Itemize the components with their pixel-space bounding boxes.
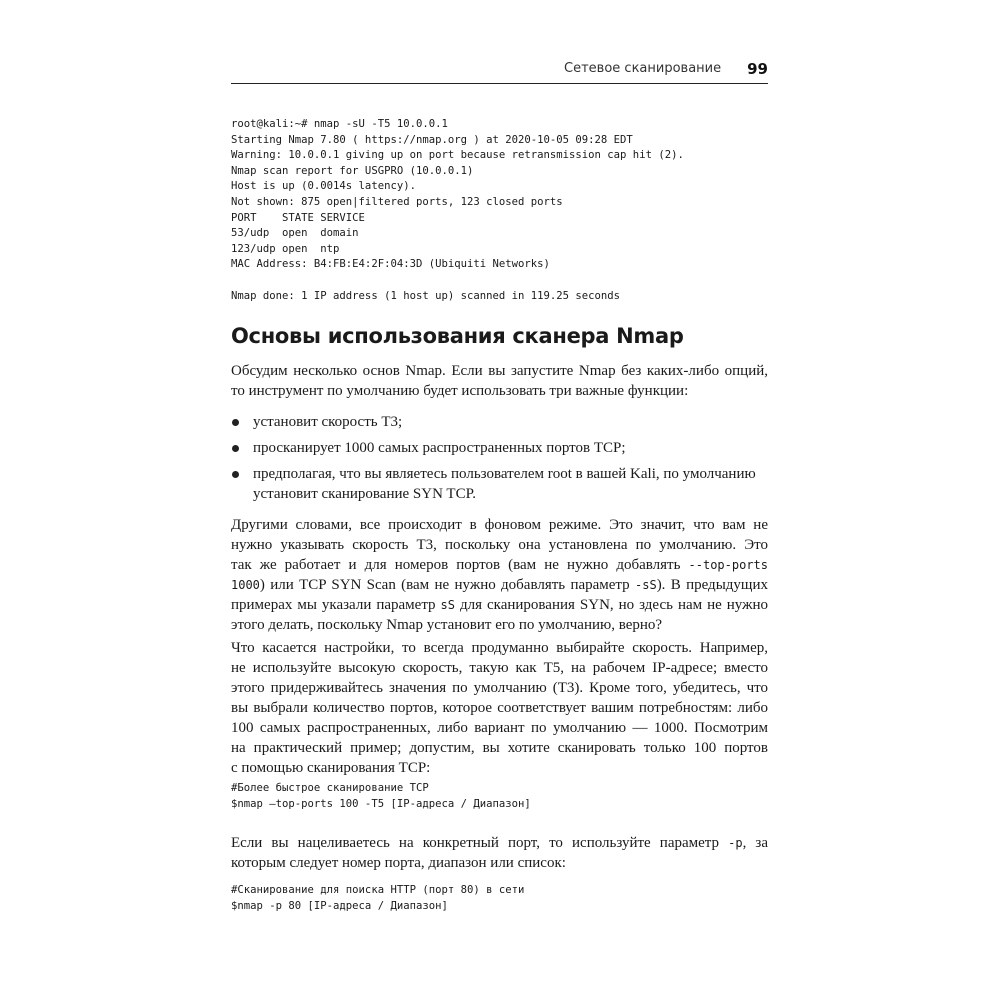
text-line bbox=[231, 555, 768, 575]
intro-paragraph bbox=[231, 361, 768, 401]
text-line bbox=[231, 833, 768, 853]
bullet-icon bbox=[232, 471, 239, 478]
inline-code: -p bbox=[728, 836, 743, 850]
text-line: Что касается настройки, то всегда продуманно выбирайте скорость. Например, bbox=[231, 640, 768, 656]
code-line: $nmap -p 80 [IP-адреса / Диапазон] bbox=[231, 899, 448, 912]
port-paragraph bbox=[231, 833, 768, 873]
text-line: вы выбрали количество портов, которое соответствует вашим потребностям: либо bbox=[231, 700, 768, 716]
code-line: Host is up (0.0014s latency). bbox=[231, 180, 416, 193]
text-fragment: для сканирования SYN, но здесь нам не нужно bbox=[455, 597, 768, 613]
text-line: 100 самых распространенных, либо вариант по умолчанию — 1000. Посмотрим bbox=[231, 720, 768, 736]
text-line: нужно указывать скорость T3, поскольку она установлена по умолчанию. Это bbox=[231, 537, 768, 553]
default-features-list bbox=[231, 412, 768, 510]
code-line: Nmap done: 1 IP address (1 host up) scanned in 119.25 seconds bbox=[231, 289, 621, 302]
text-line: этого придерживайтесь значения по умолчанию (T3). Кроме того, убедитесь, что bbox=[231, 680, 768, 696]
code-line: #Более быстрое сканирование TCP bbox=[231, 782, 429, 794]
code-line: MAC Address: B4:FB:E4:2F:04:3D (Ubiquiti Networks) bbox=[231, 258, 550, 271]
code-line: Warning: 10.0.0.1 giving up on port because retransmission cap hit (2). bbox=[231, 149, 684, 162]
fast-scan-code-block bbox=[231, 781, 771, 812]
code-line: Nmap scan report for USGPRO (10.0.0.1) bbox=[231, 164, 474, 177]
code-line: #Сканирование для поиска HTTP (порт 80) в сети bbox=[231, 884, 525, 896]
bullet-icon bbox=[232, 445, 239, 452]
code-line-blank bbox=[231, 273, 771, 289]
text-line: этого делать, поскольку Nmap установит его по умолчанию, верно? bbox=[231, 617, 663, 633]
list-item bbox=[231, 464, 768, 504]
settings-paragraph bbox=[231, 638, 768, 778]
page-number: 99 bbox=[747, 59, 768, 78]
port-scan-code-block bbox=[231, 883, 771, 914]
other-words-paragraph bbox=[231, 515, 768, 635]
list-item bbox=[231, 438, 768, 458]
list-item-text: просканирует 1000 самых распространенных портов TCP; bbox=[253, 440, 626, 456]
inline-code: -sS bbox=[635, 578, 657, 592]
running-title: Сетевое сканирование bbox=[564, 61, 722, 76]
code-line: root@kali:~# nmap -sU -T5 10.0.0.1 bbox=[231, 118, 448, 130]
inline-code: sS bbox=[440, 598, 455, 612]
running-header bbox=[231, 58, 768, 82]
text-line: Обсудим несколько основ Nmap. Если вы запустите Nmap без каких-либо опций, bbox=[231, 363, 768, 379]
text-fragment: так же работает и для номеров портов (вам не нужно добавлять bbox=[231, 557, 689, 573]
code-line: PORT STATE SERVICE bbox=[231, 211, 365, 224]
code-line: Starting Nmap 7.80 ( https://nmap.org ) at 2020-10-05 09:28 EDT bbox=[231, 133, 633, 146]
text-fragment: ) или TCP SYN Scan (вам не нужно добавлять параметр bbox=[259, 577, 635, 593]
text-fragment: примерах мы указали параметр bbox=[231, 597, 441, 613]
text-line bbox=[231, 575, 768, 595]
code-line: 53/udp open domain bbox=[231, 227, 359, 240]
text-fragment: Если вы нацеливаетесь на конкретный порт, то используйте параметр bbox=[231, 835, 729, 851]
text-line: на практический пример; допустим, вы хотите сканировать только 100 портов bbox=[231, 740, 768, 756]
text-line: с помощью сканирования TCP: bbox=[231, 760, 431, 776]
nmap-output-code-block bbox=[231, 117, 771, 304]
section-heading: Основы использования сканера Nmap bbox=[231, 324, 684, 348]
text-line: которым следует номер порта, диапазон или список: bbox=[231, 855, 566, 871]
bullet-icon bbox=[232, 419, 239, 426]
inline-code: --top-ports bbox=[688, 558, 768, 572]
header-rule bbox=[231, 83, 768, 84]
text-fragment: ). В предыдущих bbox=[656, 577, 768, 593]
list-item-text: установит скорость T3; bbox=[253, 414, 403, 430]
code-line: 123/udp open ntp bbox=[231, 242, 340, 255]
text-fragment: , за bbox=[742, 835, 768, 851]
inline-code: 1000 bbox=[231, 578, 260, 592]
text-line: не используйте высокую скорость, такую как T5, на рабочем IP-адресе; вместо bbox=[231, 660, 768, 676]
text-line: то инструмент по умолчанию будет использовать три важные функции: bbox=[231, 383, 689, 399]
text-line: Другими словами, все происходит в фоновом режиме. Это значит, что вам не bbox=[231, 517, 768, 533]
list-item-text: предполагая, что вы являетесь пользователем root в вашей Kali, по умолчанию bbox=[253, 466, 756, 482]
text-line bbox=[231, 595, 768, 615]
list-item-text: установит сканирование SYN TCP. bbox=[253, 486, 477, 502]
code-line: $nmap —top-ports 100 -T5 [IP-адреса / Диапазон] bbox=[231, 797, 531, 810]
code-line: Not shown: 875 open|filtered ports, 123 closed ports bbox=[231, 195, 563, 208]
list-item bbox=[231, 412, 768, 432]
